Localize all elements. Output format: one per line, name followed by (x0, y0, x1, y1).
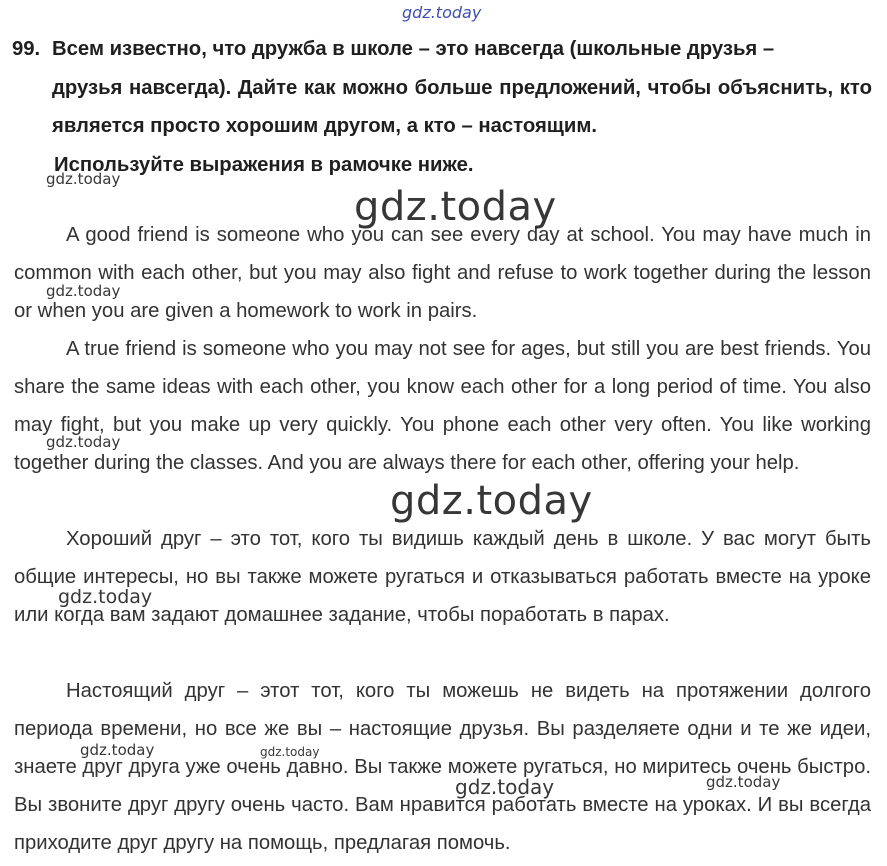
watermark-top: gdz.today (402, 3, 482, 22)
paragraph-text: A true friend is someone who you may not see for ages, but still you are best friends. You share the same ideas with each other, you know each other for a long period of time. You also may fight, but you make up very quickly. You phone each other very often. You like working together during the classes. And you are always there for each other, offering your help. (14, 338, 871, 474)
task-number: 99. (12, 38, 41, 60)
task-heading (12, 30, 872, 184)
watermark: gdz.today (80, 741, 155, 759)
paragraph-en-true-friend (14, 330, 871, 482)
watermark: gdz.today (46, 170, 121, 188)
task-first-line (12, 30, 872, 69)
watermark: gdz.today (46, 282, 121, 300)
paragraph-text: Хороший друг – это тот, кого ты видишь каждый день в школе. У вас могут быть общие интересы, но вы также можете ругаться и отказываться работать вместе на уроке или когда вам задают домашнее задание, чтобы поработать в парах. (14, 528, 871, 626)
watermark: gdz.today (46, 433, 121, 451)
watermark: gdz.today (455, 775, 555, 799)
paragraph-ru-true-friend (14, 672, 871, 862)
paragraph-ru-good-friend (14, 520, 871, 634)
paragraph-text: A good friend is someone who you can see every day at school. You may have much in common with each other, but you may also fight and refuse to work together during the lesson or when you are given a homework to work in pairs. (14, 224, 871, 322)
task-instructions-last: Используйте выражения в рамочке ниже. (54, 153, 474, 176)
watermark: gdz.today (58, 586, 153, 608)
watermark: gdz.today (706, 773, 781, 791)
paragraph-text: Настоящий друг – этот тот, кого ты можешь не видеть на протяжении долгого периода времени, но все же вы – настоящие друзья. Вы разделяете одни и те же идеи, знаете друг друга уже очень давно. Вы также можете ругаться, но миритесь очень быстро. Вы звоните друг другу очень часто. Вам нравится работать вместе на уроках. И вы всегда приходите друг другу на помощь, предлагая помочь. (14, 680, 871, 854)
task-instructions: друзья навсегда). Дайте как можно больше предложений, чтобы объяснить, кто является просто хорошим другом, а кто – настоящим. (52, 76, 872, 137)
watermark-large: gdz.today (390, 478, 593, 524)
watermark-large: gdz.today (354, 184, 557, 230)
task-line-1: Всем известно, что дружба в школе – это навсегда (школьные друзья – (52, 38, 775, 60)
watermark: gdz.today (260, 745, 320, 759)
paragraph-en-good-friend (14, 216, 871, 330)
